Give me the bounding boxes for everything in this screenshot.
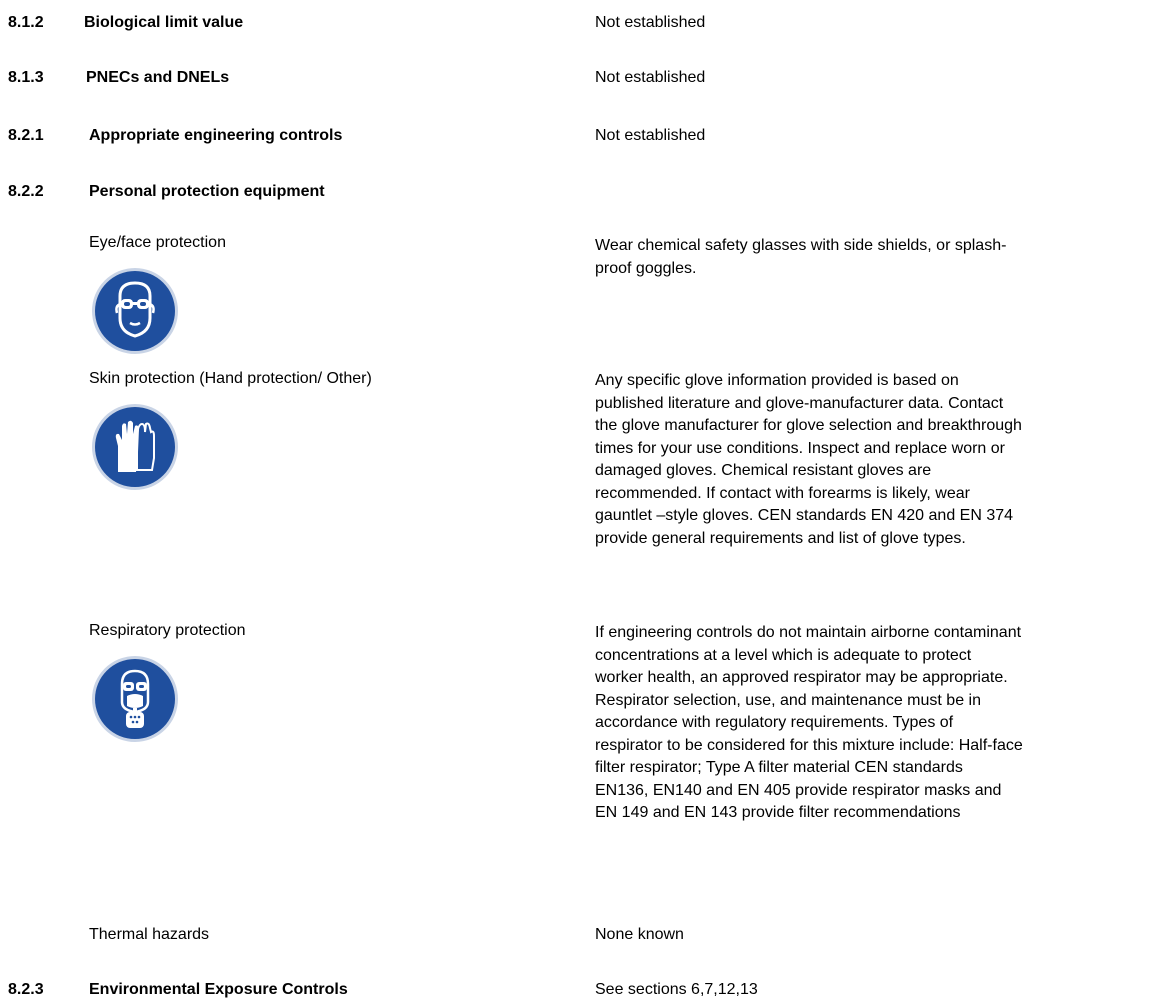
description-line: accordance with regulatory requirements. Types of	[595, 714, 954, 731]
description-line: times for your use conditions. Inspect and replace worn or	[595, 439, 1005, 457]
description-line: worker health, an approved respirator may be appropriate.	[595, 669, 1008, 686]
description-line: the glove manufacturer for glove selection and breakthrough	[595, 417, 1022, 434]
ppe-label: Respiratory protection	[89, 622, 246, 639]
description-line: concentrations at a level which is adequate to protect	[595, 646, 972, 664]
description-line: Respirator selection, use, and maintenance must be in	[595, 691, 981, 709]
section-title: PNECs and DNELs	[86, 69, 230, 86]
description-line: published literature and glove-manufacturer data. Contact	[595, 394, 1004, 412]
description-line: respirator to be considered for this mixture include: Half-face	[595, 736, 1023, 754]
description-line: damaged gloves. Chemical resistant gloves are	[595, 462, 932, 479]
description-line: EN 149 and EN 143 provide filter recommendations	[595, 804, 961, 821]
ppe-description	[595, 235, 1165, 280]
section-value: Not established	[595, 69, 706, 86]
section-title: Appropriate engineering controls	[89, 127, 343, 144]
description-line: Wear chemical safety glasses with side shields, or splash-	[595, 237, 1007, 254]
description-line: proof goggles.	[595, 259, 697, 277]
ppe-label: Thermal hazards	[89, 926, 210, 943]
description-line: filter respirator; Type A filter material CEN standards	[595, 759, 963, 776]
section-title: Biological limit value	[84, 14, 244, 31]
section-value: See sections 6,7,12,13	[595, 981, 758, 998]
ppe-description: None known	[595, 926, 684, 943]
section-value: Not established	[595, 14, 706, 31]
description-line: Any specific glove information provided is based on	[595, 372, 959, 389]
section-number: 8.1.2	[8, 14, 44, 31]
section-title: Environmental Exposure Controls	[89, 981, 348, 998]
section-number: 8.1.3	[8, 69, 44, 86]
ppe-description	[595, 370, 1165, 550]
section-title: Personal protection equipment	[89, 183, 325, 200]
description-line: provide general requirements and list of glove types.	[595, 529, 966, 547]
gloves-mandatory-icon	[90, 402, 180, 492]
goggles-mandatory-icon	[90, 266, 180, 356]
description-line: recommended. If contact with forearms is likely, wear	[595, 484, 970, 502]
section-number: 8.2.1	[8, 127, 44, 144]
section-number: 8.2.3	[8, 981, 44, 998]
section-value: Not established	[595, 127, 706, 144]
ppe-label: Eye/face protection	[89, 234, 226, 251]
description-line: EN136, EN140 and EN 405 provide respirator masks and	[595, 781, 1002, 799]
ppe-description	[595, 622, 1165, 825]
description-line: If engineering controls do not maintain airborne contaminant	[595, 624, 1022, 641]
section-number: 8.2.2	[8, 183, 44, 200]
ppe-label: Skin protection (Hand protection/ Other)	[89, 370, 372, 387]
respirator-mandatory-icon	[90, 654, 180, 744]
description-line: gauntlet –style gloves. CEN standards EN 420 and EN 374	[595, 507, 1014, 524]
